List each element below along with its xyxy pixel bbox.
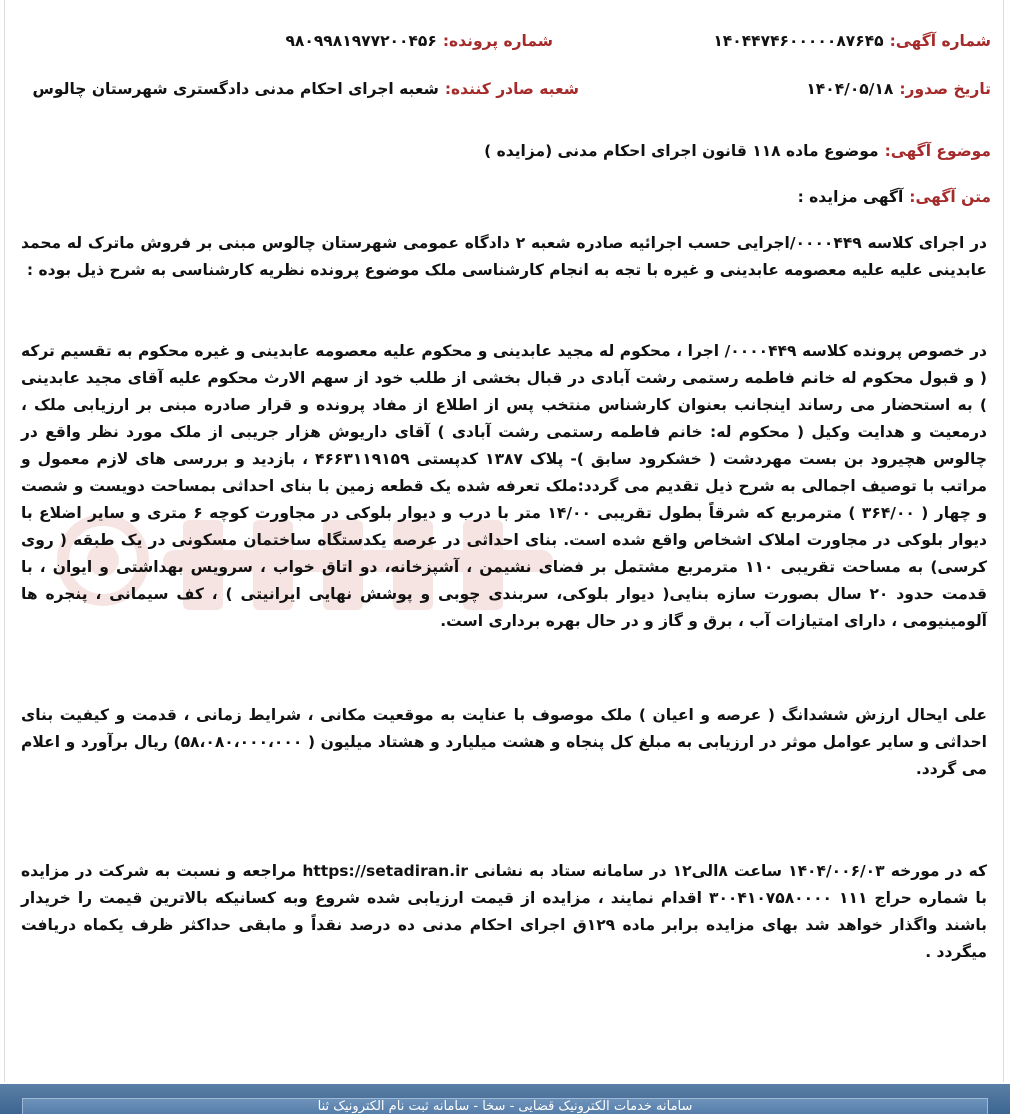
issue-date-label: تاریخ صدور: — [899, 80, 991, 98]
subject-row — [484, 142, 991, 160]
ad-number-label: شماره آگهی: — [889, 32, 991, 50]
body-paragraph-2: در خصوص پرونده کلاسه ۰۰۰۰۴۴۹/ اجرا ، محکوم له مجید عابدینی و محکوم علیه معصومه عابدینی و غیره محکوم به تقسیم ترکه ( و قبول محکوم له خانم فاطمه رستمی رشت آبادی در قبال بخشی از طلب خود از سهم الارث محکوم علیه آقای مجید عابدینی ) به استحضار می رساند اینجانب بعنوان کارشناس منتخب پس از اطلاع از مفاد پرونده و قرار صادره مبنی بر ارزیابی ملک ، درمعیت و هدایت وکیل ( محکوم له: خانم فاطمه رستمی رشت آبادی ) آقای داریوش هزار جریبی از ملک مورد نظر واقع در چالوس هچیرود بن بست مهردشت ( خشکرود سابق )- پلاک ۱۳۸۷ کدپستی ۴۶۶۳۱۱۹۱۵۹ ، بازدید و بررسی های لازم معمول و مراتب با توصیف اجمالی به شرح ذیل تقدیم می گردد:ملک تعرفه شده یک قطعه زمین با بنای احداثی بمساحت دویست و شصت و چهار ( ۳۶۴/۰۰ ) مترمربع که شرقاً بطول تقریبی ۱۴/۰۰ متر با درب و دیوار بلوکی در مجاورت کوچه ۶ متری و سایر اضلاع با دیوار بلوکی در مجاورت املاک اشخاص واقع شده است. بنای احداثی در عرصه یکدستگاه ساختمان مسکونی در یک طبقه ( روی کرسی) به مساحت تقریبی ۱۱۰ مترمربع مشتمل بر فضای نشیمن ، آشپزخانه، دو اتاق خواب ، سرویس بهداشتی و ایوان ، با قدمت حدود ۲۰ سال بصورت سازه بنایی( دیوار بلوکی، سربندی چوبی و پوشش نهایی ایرانیتی ) ، کف سیمانی ، پنجره ها آلومینیومی ، دارای امتیازات آب ، برق و گاز و در حال بهره برداری است. — [21, 342, 988, 630]
case-number-value: ۹۸۰۹۹۸۱۹۷۷۲۰۰۴۵۶ — [285, 32, 437, 50]
footer-bar — [0, 1084, 1010, 1114]
ad-number-row — [713, 32, 991, 50]
case-number-row — [285, 32, 553, 50]
ad-number-value: ۱۴۰۴۴۷۴۶۰۰۰۰۰۸۷۶۴۵ — [713, 32, 884, 50]
issue-date-value: ۱۴۰۴/۰۵/۱۸ — [806, 80, 894, 98]
body-paragraph-1: در اجرای کلاسه ۰۰۰۰۴۴۹/اجرایی حسب اجرائیه صادره شعبه ۲ دادگاه عمومی شهرستان چالوس مبنی بر فروش ماترک له محمد عابدینی علیه علیه معصومه عابدینی و غیره با تجه به انجام کارشناسی ملک موضوع پرونده نظریه کارشناسی به شرح ذیل بوده : — [21, 234, 988, 279]
body-label: متن آگهی: — [909, 188, 991, 206]
issuer-row — [33, 80, 579, 98]
subject-label: موضوع آگهی: — [884, 142, 991, 160]
body-title-row — [798, 188, 991, 206]
issue-date-row — [806, 80, 991, 98]
body-paragraph-4: که در مورخه ۱۴۰۴/۰۰۶/۰۳ ساعت ۸الی۱۲ در سامانه ستاد به نشانی https://setadiran.ir مراجعه و نسبت به شرکت در مزایده با شماره حراج ۱۱۱ ۳۰۰۴۱۰۷۵۸۰۰۰۰ اقدام نمایند ، مزایده از قیمت ارزیابی شده شروع وبه کسانیکه بالاترین قیمت را خریدار باشند واگذار خواهد شد بهای مزایده برابر ماده ۱۲۹ق اجرای احکام مدنی ده درصد نقداً و مابقی حداکثر ظرف یکماه دریافت میگردد . — [21, 862, 987, 961]
subject-value: موضوع ماده ۱۱۸ قانون اجرای احکام مدنی (مزایده ) — [484, 142, 879, 160]
body-paragraph-3: علی ایحال ارزش ششدانگ ( عرصه و اعیان ) ملک موصوف با عنایت به موقعیت مکانی ، شرایط زمانی ، قدمت و کیفیت بنای احداثی و سایر عوامل موثر در ارزیابی به مبلغ کل پنجاه و هشت میلیارد و هشتاد میلیون ( ۵۸،۰۸۰،۰۰۰،۰۰۰) ریال برآورد و اعلام می گردد. — [21, 706, 987, 778]
body-title: آگهی مزایده : — [797, 188, 904, 206]
footer-text: سامانه خدمات الکترونیک قضایی - سخا - سامانه ثبت نام الکترونیک ثنا — [22, 1098, 988, 1114]
notice-page — [4, 0, 1004, 1082]
issuer-value: شعبه اجرای احکام مدنی دادگستری شهرستان چالوس — [32, 80, 439, 98]
issuer-label: شعبه صادر کننده: — [444, 80, 579, 98]
case-number-label: شماره پرونده: — [442, 32, 553, 50]
